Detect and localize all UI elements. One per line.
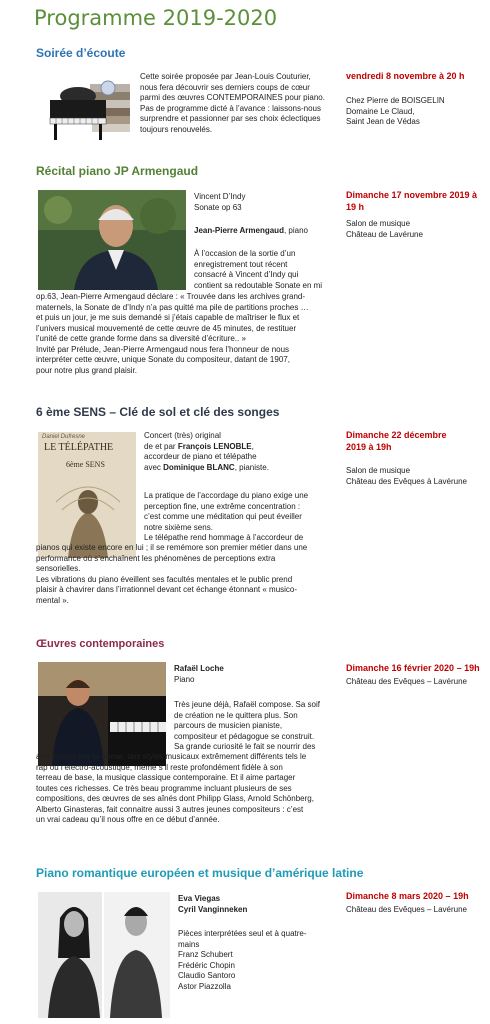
- event-venue-5: Château des Evêques – Lavérune: [346, 905, 467, 914]
- event-venue-4: Château des Evêques – Lavérune: [346, 677, 467, 686]
- section-title-soiree: Soirée d’écoute: [36, 46, 126, 60]
- section-title-piano-romantique: Piano romantique européen et musique d’amérique latine: [36, 866, 364, 880]
- armengaud-photo: [38, 190, 186, 290]
- telepathe-poster: [38, 432, 136, 558]
- section-title-recital: Récital piano JP Armengaud: [36, 164, 199, 178]
- section-2-text-top: À l’occasion de la sortie d’un enregistrement tout récent consacré à Vincent d’Indy qui contient sa redoutable Sonate en mi: [194, 249, 323, 290]
- section-3-intro: Concert (très) original de et par François LENOBLE, accordeur de piano et télépathe avec Dominique BLANC, pianiste.: [144, 431, 269, 472]
- piano-stack-image: [38, 74, 134, 146]
- section-2-intro: Vincent D’Indy Sonate op 63: [194, 192, 246, 212]
- section-title-6eme-sens: 6 ème SENS – Clé de sol et clé des songes: [36, 405, 280, 419]
- section-1-text: Cette soirée proposée par Jean-Louis Couturier, nous fera découvrir ses derniers coups de cœur parmi des œuvres CONTEMPORAINES pour piano. Pas de programme dicté à l’avance : laissons-nous surprendre et passionner par ses choix éclectiques toujours renouvelés.: [140, 72, 325, 134]
- event-date-5: Dimanche 8 mars 2020 – 19h: [346, 891, 469, 901]
- section-5-text: Pièces interprétées seul et à quatre- mains Franz Schubert Frédéric Chopin Claudio Santoro Astor Piazzolla: [178, 929, 307, 991]
- section-2-text-bottom: op.63, Jean-Pierre Armengaud déclare : « Trouvée dans les archives grand- maternels, la Sonate de d’Indy n’a pas quitté ma pile de partitions proches … et puis un jour, je me suis demandé si j’étais capable de maîtriser le flux et l’univers musical mouvementé de cette œuvre de 45 minutes, de restituer l’unité de cette grande forme dans sa diversité d’écriture.. » Invité par Prélude, Jean-Pierre Armengaud nous fera l’honneur de nous interpréter cette œuvre, unique Sonate du compositeur, datant de 1907, pour notre plus grand plaisir.: [36, 292, 309, 375]
- event-date-3: Dimanche 22 décembre 2019 à 19h: [346, 430, 447, 452]
- poster-subtitle: 6ème SENS: [66, 460, 105, 469]
- section-3-text-bottom: pianos qui existe encore en lui ; il se remémore son premier métier dans une performance où s’enchaînent les phénomènes de perceptions extra sensorielles. Les vibrations du piano éveillent ses facultés mentales et le public prend plaisir à chavirer dans l’irrationnel devant cet échange étonnant « musico- mental ».: [36, 543, 308, 605]
- poster-author: Daniel Dufresne: [42, 434, 86, 440]
- poster-title: LE TÉLÉPATHE: [44, 442, 114, 453]
- section-4-performer: Rafaël Loche Piano: [174, 664, 224, 684]
- section-5-performers: Eva Viegas Cyril Vanginneken: [178, 894, 248, 914]
- section-2-performer: Jean-Pierre Armengaud, piano: [194, 226, 308, 235]
- event-venue-2: Salon de musique Château de Lavérune: [346, 219, 423, 239]
- section-3-text-top: La pratique de l’accordage du piano exige une perception fine, une extrême concentration : c’est comme une méditation qui peut éveiller notre sixième sens. Le télépathe rend hommage à l’accordeur de: [144, 491, 309, 542]
- event-venue-1: Chez Pierre de BOISGELIN Domaine Le Claud, Saint Jean de Védas: [346, 96, 445, 126]
- page-title: Programme 2019-2020: [34, 6, 278, 30]
- loche-photo: [38, 662, 166, 766]
- section-title-oeuvres: Œuvres contemporaines: [36, 638, 165, 650]
- event-date-1: vendredi 8 novembre à 20 h: [346, 71, 465, 81]
- event-date-4: Dimanche 16 février 2020 – 19h: [346, 663, 480, 673]
- section-4-text-top: Très jeune déjà, Rafaël compose. Sa soif de création ne le quittera plus. Son parcours de musicien pianiste, compositeur et pédagogue se construit. Sa grande curiosité le fait se nourrir des: [174, 700, 321, 751]
- event-venue-3: Salon de musique Château des Evêques à Lavérune: [346, 466, 467, 486]
- section-4-text-bottom: arts voisins tels la danse, des styles musicaux extrêmement différents tels le rap ou l’électro-acoustique, même s’il reste profondément fidèle à son terreau de base, la musique classique contemporaine. Et il aime partager toutes ces richesses. Ce très beau programme incluant plusieurs de ses compositions, des œuvres de ses aînés dont Philipp Glass, Arnold Schönberg, Alberto Ginasteras, fait connaitre aussi 3 autres jeunes compositeurs : c’est un vrai cadeau qu’il nous offre en ce début d’année.: [36, 752, 314, 824]
- duo-photo: [38, 892, 170, 1018]
- event-date-2: Dimanche 17 novembre 2019 à 19 h: [346, 190, 478, 212]
